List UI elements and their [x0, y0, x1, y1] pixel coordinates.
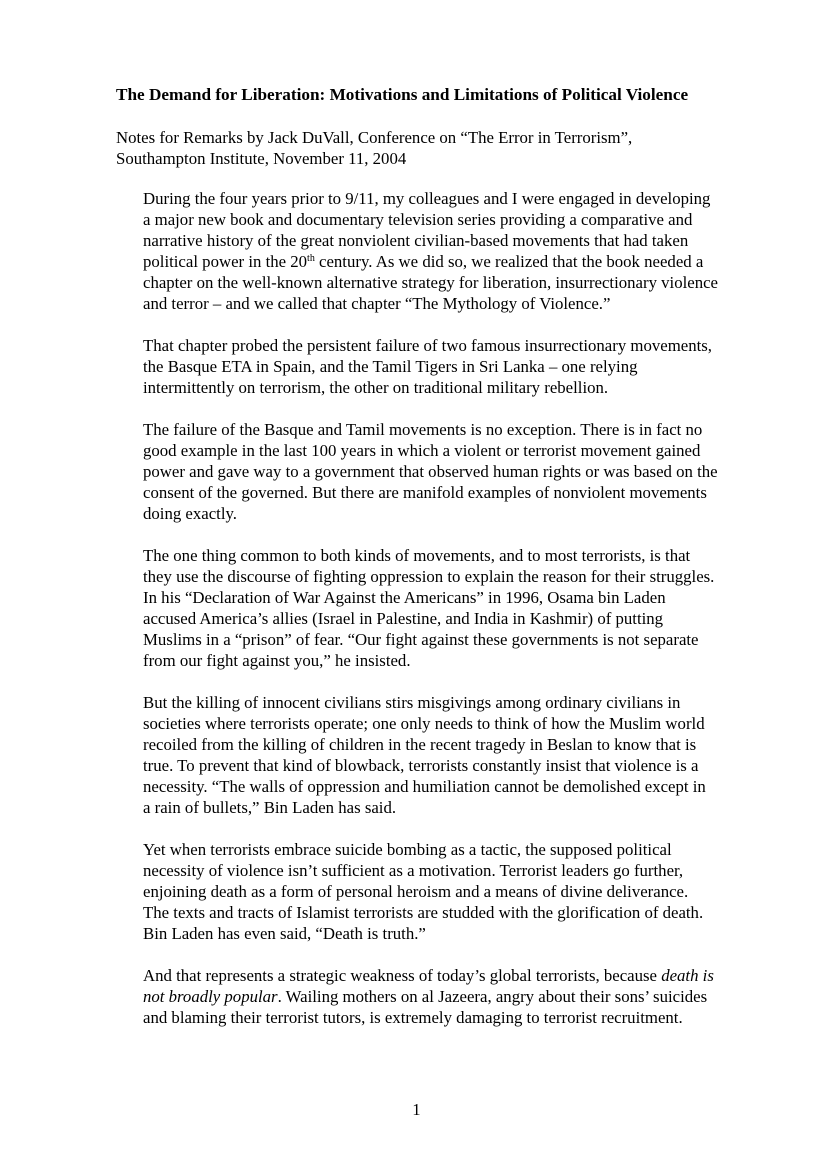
- text-line: a major new book and documentary television series providing a comparative and: [143, 210, 693, 229]
- text-line: power and gave way to a government that observed human rights or was based on the: [143, 462, 718, 481]
- text-fragment: And that represents a strategic weakness of today’s global terrorists, because: [143, 966, 662, 985]
- document-title: The Demand for Liberation: Motivations and Limitations of Political Violence: [116, 85, 689, 104]
- paragraph-1: [143, 188, 783, 314]
- italic-emphasis: death is: [661, 966, 714, 985]
- page-number: 1: [412, 1100, 421, 1119]
- text-line: necessity. “The walls of oppression and humiliation cannot be demolished except in: [143, 777, 706, 796]
- text-line: and blaming their terrorist tutors, is extremely damaging to terrorist recruitment.: [143, 1008, 683, 1027]
- paragraph-7: [143, 965, 783, 1028]
- text-line: During the four years prior to 9/11, my colleagues and I were engaged in developing: [143, 189, 711, 208]
- text-line: doing exactly.: [143, 504, 237, 523]
- text-line: The texts and tracts of Islamist terrorists are studded with the glorification of death.: [143, 903, 704, 922]
- text-line: That chapter probed the persistent failure of two famous insurrectionary movements,: [143, 336, 712, 355]
- text-line: and terror – and we called that chapter “The Mythology of Violence.”: [143, 294, 611, 313]
- subtitle-line: Notes for Remarks by Jack DuVall, Conference on “The Error in Terrorism”,: [116, 128, 633, 147]
- text-line: they use the discourse of fighting oppression to explain the reason for their struggles.: [143, 567, 715, 586]
- text-line: chapter on the well-known alternative strategy for liberation, insurrectionary violence: [143, 273, 719, 292]
- text-line: consent of the governed. But there are manifold examples of nonviolent movements: [143, 483, 707, 502]
- paragraph-5: [143, 692, 783, 818]
- text-line: But the killing of innocent civilians stirs misgivings among ordinary civilians in: [143, 693, 681, 712]
- subtitle-line: Southampton Institute, November 11, 2004: [116, 149, 407, 168]
- text-line: societies where terrorists operate; one only needs to think of how the Muslim world: [143, 714, 705, 733]
- text-fragment: political power in the 20: [143, 252, 308, 271]
- text-line: Yet when terrorists embrace suicide bombing as a tactic, the supposed political: [143, 840, 672, 859]
- text-line: good example in the last 100 years in which a violent or terrorist movement gained: [143, 441, 701, 460]
- text-line-with-superscript: [143, 251, 783, 272]
- text-line: the Basque ETA in Spain, and the Tamil Tigers in Sri Lanka – one relying: [143, 357, 638, 376]
- text-line: In his “Declaration of War Against the Americans” in 1996, Osama bin Laden: [143, 588, 666, 607]
- italic-emphasis: not broadly popular: [143, 987, 278, 1006]
- text-line: from our fight against you,” he insisted.: [143, 651, 411, 670]
- text-fragment: . Wailing mothers on al Jazeera, angry about their sons’ suicides: [277, 987, 708, 1006]
- text-line: The one thing common to both kinds of movements, and to most terrorists, is that: [143, 546, 691, 565]
- text-line: intermittently on terrorism, the other on traditional military rebellion.: [143, 378, 609, 397]
- paragraph-2: [143, 335, 783, 398]
- paragraph-6: [143, 839, 783, 944]
- text-line: Bin Laden has even said, “Death is truth.”: [143, 924, 426, 943]
- text-line: recoiled from the killing of children in the recent tragedy in Beslan to know that is: [143, 735, 697, 754]
- superscript: th: [307, 253, 315, 264]
- text-line: accused America’s allies (Israel in Palestine, and India in Kashmir) of putting: [143, 609, 664, 628]
- text-line: necessity of violence isn’t sufficient as a motivation. Terrorist leaders go further,: [143, 861, 684, 880]
- text-line: The failure of the Basque and Tamil movements is no exception. There is in fact no: [143, 420, 703, 439]
- text-line: enjoining death as a form of personal heroism and a means of divine deliverance.: [143, 882, 689, 901]
- document-body: [143, 188, 783, 1049]
- document-subtitle: [116, 127, 766, 169]
- paragraph-4: [143, 545, 783, 671]
- text-fragment: century. As we did so, we realized that the book needed a: [314, 252, 704, 271]
- paragraph-3: [143, 419, 783, 524]
- text-line: true. To prevent that kind of blowback, terrorists constantly insist that violence is a: [143, 756, 699, 775]
- text-line: a rain of bullets,” Bin Laden has said.: [143, 798, 397, 817]
- text-line: narrative history of the great nonviolent civilian-based movements that had taken: [143, 231, 689, 250]
- text-line: Muslims in a “prison” of fear. “Our fight against these governments is not separate: [143, 630, 699, 649]
- text-line-with-italic: [143, 965, 783, 986]
- text-line-with-italic: [143, 986, 783, 1007]
